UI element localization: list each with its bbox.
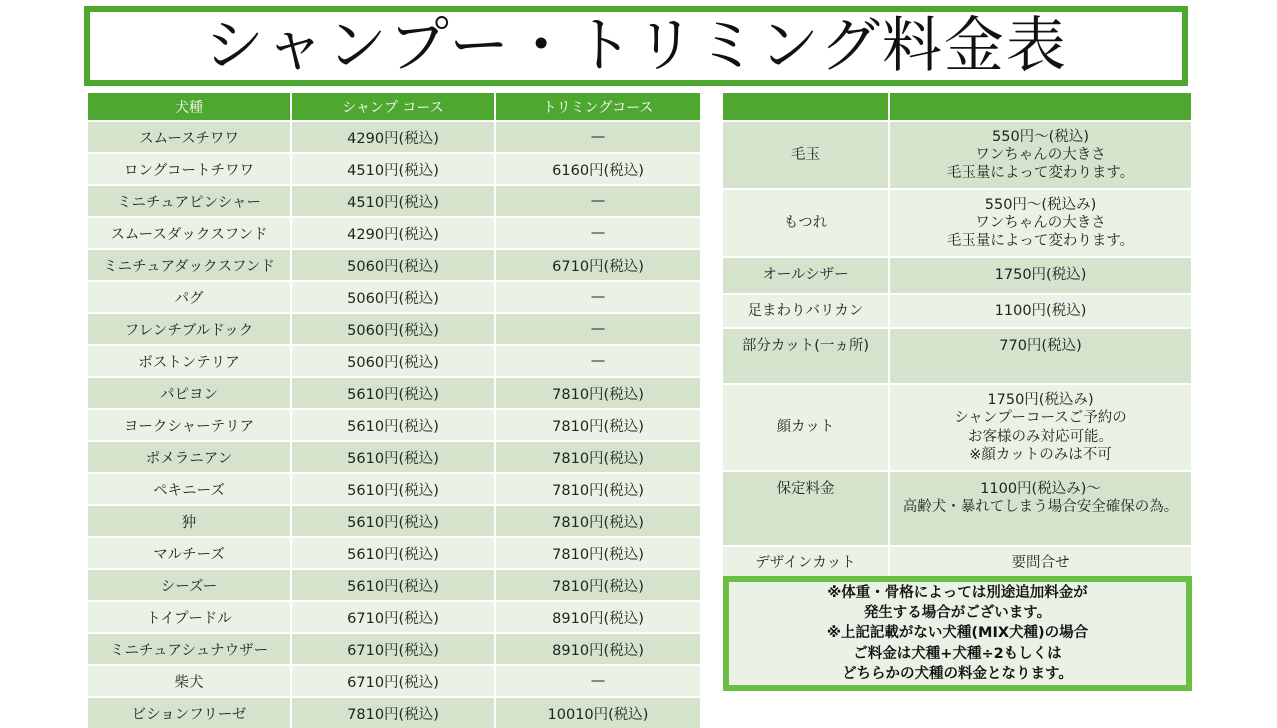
breed-row [88,697,701,728]
option-name: 保定料金 [723,471,889,546]
trimming-price: 7810円(税込) [495,409,701,441]
trimming-price: 6710円(税込) [495,249,701,281]
shampoo-price: 5610円(税込) [291,409,495,441]
breed-row [88,249,701,281]
additional-fee-note: ※体重・骨格によっては別途追加料金が 発生する場合がございます。 ※上記記載がない犬種(MIX犬種)の場合 ご料金は犬種+犬種÷2もしくは どちらかの犬種の料金となります。 [826,584,1089,682]
shampoo-price: 5610円(税込) [291,377,495,409]
option-row [723,328,1192,384]
breed-name: 柴犬 [88,665,291,697]
option-name: 部分カット(一ヵ所) [723,328,889,384]
page-title: シャンプー・トリミング料金表 [204,11,1068,81]
breed-row [88,377,701,409]
trimming-price: — [495,281,701,313]
breed-name: ペキニーズ [88,473,291,505]
option-price: 1750円(税込) [889,257,1192,294]
breed-name: ミニチュアピンシャー [88,185,291,217]
shampoo-price: 5610円(税込) [291,505,495,537]
option-row [723,384,1192,471]
header-breed: 犬種 [88,93,291,121]
trimming-price: — [495,345,701,377]
trimming-price: — [495,185,701,217]
breed-row [88,505,701,537]
option-row [723,257,1192,294]
option-price: 1100円(税込み)～ 高齢犬・暴れてしまう場合安全確保の為。 [889,471,1192,546]
breed-name: パピヨン [88,377,291,409]
breed-name: ミニチュアシュナウザー [88,633,291,665]
breed-name: マルチーズ [88,537,291,569]
option-row [723,471,1192,546]
trimming-price: 8910円(税込) [495,601,701,633]
trimming-price: 7810円(税込) [495,441,701,473]
breed-name: トイプードル [88,601,291,633]
breed-row [88,633,701,665]
shampoo-price: 4290円(税込) [291,121,495,153]
breed-row [88,121,701,153]
header-trimming-course: トリミングコース [495,93,701,121]
option-header-blank [723,93,889,121]
breed-row [88,409,701,441]
option-price-table [723,93,1193,579]
option-row [723,294,1192,328]
option-price: 550円～(税込み) ワンちゃんの大きさ 毛玉量によって変わります。 [889,189,1192,257]
shampoo-price: 7810円(税込) [291,697,495,728]
option-price: 1100円(税込) [889,294,1192,328]
breed-row [88,569,701,601]
trimming-price: 7810円(税込) [495,569,701,601]
shampoo-price: 4290円(税込) [291,217,495,249]
trimming-price: — [495,313,701,345]
breed-row [88,537,701,569]
breed-name: ヨークシャーテリア [88,409,291,441]
breed-name: パグ [88,281,291,313]
breed-name: シーズー [88,569,291,601]
shampoo-price: 5610円(税込) [291,569,495,601]
breed-row [88,345,701,377]
trimming-price: — [495,217,701,249]
option-table-header [723,93,1192,121]
breed-name: スムースチワワ [88,121,291,153]
shampoo-price: 5060円(税込) [291,249,495,281]
breed-name: ミニチュアダックスフンド [88,249,291,281]
option-row [723,189,1192,257]
shampoo-price: 6710円(税込) [291,665,495,697]
shampoo-price: 4510円(税込) [291,153,495,185]
breed-row [88,601,701,633]
trimming-price: — [495,665,701,697]
breed-row [88,281,701,313]
breed-name: ポメラニアン [88,441,291,473]
breed-row [88,153,701,185]
breed-row [88,217,701,249]
breed-table-header [88,93,701,121]
trimming-price: 7810円(税込) [495,537,701,569]
shampoo-price: 5060円(税込) [291,345,495,377]
shampoo-price: 5060円(税込) [291,281,495,313]
header-shampoo-course: シャンプ コース [291,93,495,121]
option-price: 550円～(税込) ワンちゃんの大きさ 毛玉量によって変わります。 [889,121,1192,189]
breed-name: 狆 [88,505,291,537]
option-name: デザインカット [723,546,889,579]
breed-row [88,665,701,697]
title-banner [84,6,1188,86]
option-header-blank [889,93,1192,121]
note-box [723,576,1192,691]
trimming-price: 10010円(税込) [495,697,701,728]
option-name: もつれ [723,189,889,257]
trimming-price: 6160円(税込) [495,153,701,185]
option-name: 毛玉 [723,121,889,189]
option-price: 要問合せ [889,546,1192,579]
breed-row [88,441,701,473]
shampoo-price: 5060円(税込) [291,313,495,345]
option-price: 1750円(税込み) シャンプーコースご予約の お客様のみ対応可能。 ※顔カットのみは不可 [889,384,1192,471]
option-row [723,121,1192,189]
option-row [723,546,1192,579]
breed-name: スムースダックスフンド [88,217,291,249]
breed-row [88,185,701,217]
option-price: 770円(税込) [889,328,1192,384]
shampoo-price: 4510円(税込) [291,185,495,217]
breed-name: ロングコートチワワ [88,153,291,185]
shampoo-price: 5610円(税込) [291,537,495,569]
option-name: 足まわりバリカン [723,294,889,328]
trimming-price: — [495,121,701,153]
trimming-price: 8910円(税込) [495,633,701,665]
option-name: オールシザー [723,257,889,294]
breed-name: フレンチブルドック [88,313,291,345]
shampoo-price: 6710円(税込) [291,633,495,665]
shampoo-price: 5610円(税込) [291,441,495,473]
breed-name: ビションフリーゼ [88,697,291,728]
trimming-price: 7810円(税込) [495,505,701,537]
breed-row [88,313,701,345]
option-name: 顔カット [723,384,889,471]
breed-price-table [88,93,702,728]
trimming-price: 7810円(税込) [495,377,701,409]
shampoo-price: 5610円(税込) [291,473,495,505]
breed-row [88,473,701,505]
trimming-price: 7810円(税込) [495,473,701,505]
shampoo-price: 6710円(税込) [291,601,495,633]
breed-name: ボストンテリア [88,345,291,377]
